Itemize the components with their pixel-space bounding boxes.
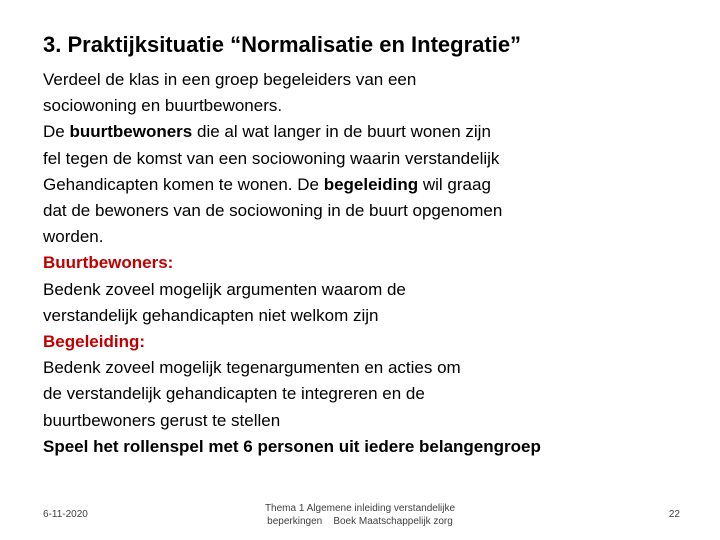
residents-instruction-line: verstandelijk gehandicapten niet welkom zijn <box>43 305 379 325</box>
body-line: fel tegen de komst van een sociowoning waarin verstandelijk <box>43 148 500 168</box>
heading-begeleiding: Begeleiding: <box>43 332 146 352</box>
page-number: 22 <box>668 509 680 520</box>
body-line: sociowoning en buurtbewoners. <box>43 96 283 116</box>
body-text-segment: Gehandicapten komen te wonen. De <box>43 174 324 194</box>
bold-term-begeleiding: begeleiding <box>323 174 419 194</box>
body-line: dat de bewoners van de sociowoning in de buurt opgenomen <box>43 201 503 221</box>
body-line: Verdeel de klas in een groep begeleiders van een <box>43 70 417 89</box>
footer-center-line: beperkingen Boek Maatschappelijk zorg <box>267 516 453 527</box>
body-text-segment: De <box>43 122 70 142</box>
bold-term-buurtbewoners: buurtbewoners <box>69 122 193 142</box>
supervisors-instruction-line: de verstandelijk gehandicapten te integreren en de <box>43 384 425 404</box>
body-text-segment: wil graag <box>418 174 491 194</box>
body-line <box>43 119 683 145</box>
residents-instruction-line: Bedenk zoveel mogelijk argumenten waarom de <box>43 279 406 299</box>
slide-body <box>43 67 683 460</box>
slide-title: 3. Praktijksituatie “Normalisatie en Integratie” <box>43 32 522 57</box>
footer-date: 6-11-2020 <box>43 509 88 520</box>
supervisors-instruction-line: Bedenk zoveel mogelijk tegenargumenten en acties om <box>43 358 461 378</box>
heading-buurtbewoners: Buurtbewoners: <box>43 253 174 273</box>
supervisors-instruction-line: buurtbewoners gerust te stellen <box>43 410 281 430</box>
body-line <box>43 172 683 198</box>
body-text-segment: die al wat langer in de buurt wonen zijn <box>192 122 491 142</box>
body-line: worden. <box>43 227 104 247</box>
final-instruction: Speel het rollenspel met 6 personen uit iedere belangengroep <box>43 436 541 456</box>
footer-center-line: Thema 1 Algemene inleiding verstandelijke <box>264 503 456 514</box>
footer-center-text <box>230 502 490 528</box>
